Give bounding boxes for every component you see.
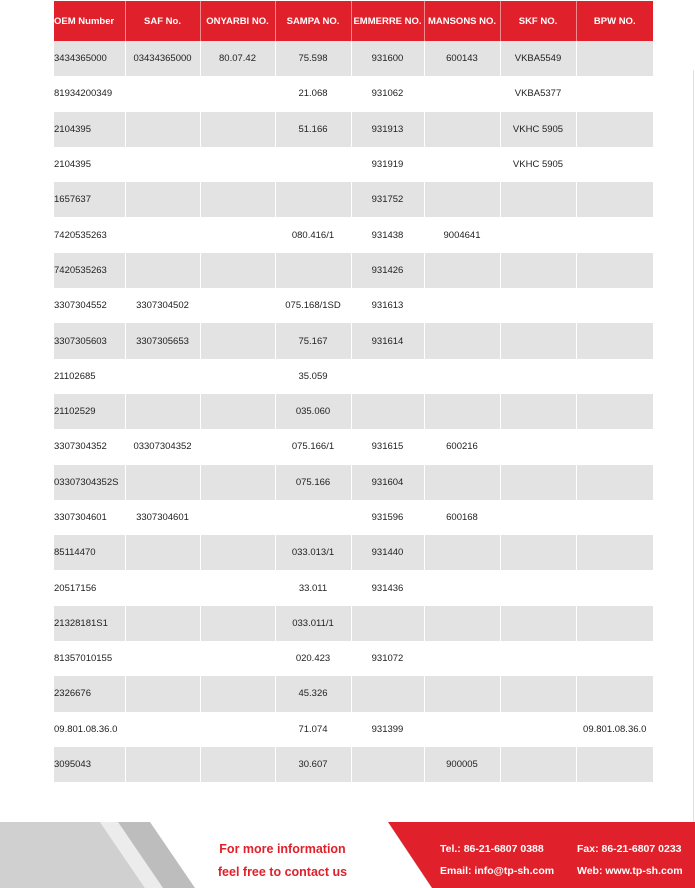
table-cell: 2326676	[54, 676, 125, 711]
table-cell	[424, 147, 500, 182]
table-cell	[576, 182, 653, 217]
table-row	[54, 76, 653, 111]
email-text: Email: info@tp-sh.com	[440, 865, 555, 877]
table-row	[54, 217, 653, 252]
table-row	[54, 359, 653, 394]
table-cell: 931913	[351, 112, 424, 147]
table-cell	[576, 747, 653, 782]
table-row	[54, 500, 653, 535]
table-cell	[200, 112, 275, 147]
column-header-bpw-no: BPW NO.	[576, 1, 653, 41]
table-row	[54, 253, 653, 288]
table-cell	[424, 394, 500, 429]
table-cell: 3095043	[54, 747, 125, 782]
table-row	[54, 288, 653, 323]
table-cell	[200, 712, 275, 747]
table-cell: 1657637	[54, 182, 125, 217]
table-cell	[125, 606, 200, 641]
table-cell	[125, 253, 200, 288]
table-cell	[200, 147, 275, 182]
table-row	[54, 747, 653, 782]
column-header-saf-no: SAF No.	[125, 1, 200, 41]
table-cell	[424, 465, 500, 500]
footer	[0, 822, 695, 888]
table-cell	[500, 465, 576, 500]
table-cell	[200, 747, 275, 782]
table-cell: 75.598	[275, 41, 351, 76]
table-cell: 075.166/1	[275, 429, 351, 464]
table-cell: 075.166	[275, 465, 351, 500]
table-cell: 931600	[351, 41, 424, 76]
table-cell	[576, 394, 653, 429]
table-cell	[125, 535, 200, 570]
table-cell: 931752	[351, 182, 424, 217]
table-cell	[125, 747, 200, 782]
fax-text: Fax: 86-21-6807 0233	[577, 843, 682, 855]
table-cell: 09.801.08.36.0	[576, 712, 653, 747]
table-cell	[125, 570, 200, 605]
table-cell	[500, 535, 576, 570]
table-cell	[500, 288, 576, 323]
column-header-oem-number: OEM Number	[54, 1, 125, 41]
table-cell	[125, 76, 200, 111]
table-cell: 30.607	[275, 747, 351, 782]
table-cell: 931604	[351, 465, 424, 500]
website-text: Web: www.tp-sh.com	[577, 865, 683, 877]
table-cell: 931440	[351, 535, 424, 570]
table-cell: 600216	[424, 429, 500, 464]
table-cell	[424, 288, 500, 323]
column-header-onyarbi-no: ONYARBI NO.	[200, 1, 275, 41]
table-row	[54, 41, 653, 76]
table-cell	[500, 253, 576, 288]
table-header	[54, 1, 653, 41]
footer-red-band	[388, 822, 695, 888]
table-cell	[200, 429, 275, 464]
table-cell	[424, 712, 500, 747]
table-cell: 931614	[351, 323, 424, 358]
table-cell	[424, 535, 500, 570]
table-body	[54, 41, 653, 782]
table-cell	[275, 500, 351, 535]
table-cell	[200, 676, 275, 711]
table-cell	[125, 182, 200, 217]
table-cell: 931399	[351, 712, 424, 747]
table-cell	[500, 394, 576, 429]
table-cell	[576, 147, 653, 182]
table-cell	[125, 359, 200, 394]
table-cell	[576, 112, 653, 147]
table-cell: 080.416/1	[275, 217, 351, 252]
table-cell: 020.423	[275, 641, 351, 676]
table-cell: 033.013/1	[275, 535, 351, 570]
table-row	[54, 606, 653, 641]
table-cell	[125, 217, 200, 252]
table-row	[54, 712, 653, 747]
table-cell: 21102529	[54, 394, 125, 429]
table-cell	[125, 465, 200, 500]
table-cell	[200, 535, 275, 570]
table-cell	[576, 500, 653, 535]
table-cell: 931072	[351, 641, 424, 676]
table-cell	[500, 429, 576, 464]
table-cell	[424, 182, 500, 217]
table-cell: 7420535263	[54, 217, 125, 252]
promo-line-2: feel free to contact us	[217, 865, 348, 879]
table-cell: 931615	[351, 429, 424, 464]
table-cell	[576, 76, 653, 111]
table-cell: 81357010155	[54, 641, 125, 676]
table-cell: VKBA5377	[500, 76, 576, 111]
telephone-text: Tel.: 86-21-6807 0388	[440, 843, 544, 855]
table-cell	[576, 535, 653, 570]
table-cell	[424, 606, 500, 641]
table-cell	[200, 500, 275, 535]
table-cell	[200, 217, 275, 252]
table-cell	[275, 253, 351, 288]
table-row	[54, 147, 653, 182]
table-cell	[125, 712, 200, 747]
table-cell: 3307305603	[54, 323, 125, 358]
table-row	[54, 394, 653, 429]
table-row	[54, 323, 653, 358]
table-cell	[200, 323, 275, 358]
table-cell	[500, 641, 576, 676]
table-cell: 3307304502	[125, 288, 200, 323]
table-cell	[500, 500, 576, 535]
table-cell: 931596	[351, 500, 424, 535]
table-cell: 2104395	[54, 147, 125, 182]
column-header-mansons-no: MANSONS NO.	[424, 1, 500, 41]
table-cell: 900005	[424, 747, 500, 782]
table-cell	[576, 253, 653, 288]
table-cell	[200, 288, 275, 323]
table-cell	[576, 570, 653, 605]
table-cell	[500, 676, 576, 711]
table-cell	[576, 641, 653, 676]
table-cell: 3307304352	[54, 429, 125, 464]
table-cell	[576, 288, 653, 323]
table-row	[54, 535, 653, 570]
table-cell	[351, 606, 424, 641]
table-cell	[576, 359, 653, 394]
column-header-emmerre-no: EMMERRE NO.	[351, 1, 424, 41]
table-cell	[275, 182, 351, 217]
table-cell	[200, 394, 275, 429]
table-cell: 51.166	[275, 112, 351, 147]
table-cell	[200, 606, 275, 641]
table-cell	[500, 747, 576, 782]
column-header-skf-no: SKF NO.	[500, 1, 576, 41]
table-cell: 20517156	[54, 570, 125, 605]
table-cell	[424, 570, 500, 605]
table-cell: 931438	[351, 217, 424, 252]
table-cell	[351, 676, 424, 711]
table-cell: 931426	[351, 253, 424, 288]
table-cell: 3307304601	[54, 500, 125, 535]
table-cell: 035.060	[275, 394, 351, 429]
table-cell: 931062	[351, 76, 424, 111]
table-cell: 3307304601	[125, 500, 200, 535]
table-cell: VKBA5549	[500, 41, 576, 76]
table-cell	[500, 570, 576, 605]
table-cell: 3434365000	[54, 41, 125, 76]
table-cell: 33.011	[275, 570, 351, 605]
table-cell: 09.801.08.36.0	[54, 712, 125, 747]
table-cell: 35.059	[275, 359, 351, 394]
table-row	[54, 570, 653, 605]
table-cell	[200, 465, 275, 500]
table-cell	[351, 394, 424, 429]
table-cell	[576, 465, 653, 500]
table-cell	[125, 147, 200, 182]
table-cell	[424, 676, 500, 711]
table-cell	[200, 359, 275, 394]
table-cell	[424, 253, 500, 288]
header-row	[54, 1, 653, 41]
table-cell	[125, 112, 200, 147]
promo-line-1: For more information	[219, 842, 346, 856]
table-cell: 21102685	[54, 359, 125, 394]
table-cell	[500, 182, 576, 217]
table-row	[54, 182, 653, 217]
table-cell	[576, 41, 653, 76]
table-cell	[500, 606, 576, 641]
table-cell: 80.07.42	[200, 41, 275, 76]
table-cell: 2104395	[54, 112, 125, 147]
table-row	[54, 429, 653, 464]
table-cell: 03307304352	[125, 429, 200, 464]
table-cell	[125, 641, 200, 676]
table-row	[54, 676, 653, 711]
table-cell	[200, 641, 275, 676]
table-cell: 71.074	[275, 712, 351, 747]
table-cell	[351, 359, 424, 394]
table-row	[54, 112, 653, 147]
table-cell: 3307304552	[54, 288, 125, 323]
table-cell: 033.011/1	[275, 606, 351, 641]
table-cell	[424, 641, 500, 676]
table-cell: 931436	[351, 570, 424, 605]
table-cell: 7420535263	[54, 253, 125, 288]
table-cell: 81934200349	[54, 76, 125, 111]
table-cell	[125, 394, 200, 429]
table-cell	[275, 147, 351, 182]
table-cell: VKHC 5905	[500, 112, 576, 147]
table-cell: 21.068	[275, 76, 351, 111]
column-header-sampa-no: SAMPA NO.	[275, 1, 351, 41]
table-cell	[424, 76, 500, 111]
table-cell	[200, 182, 275, 217]
table-cell	[576, 676, 653, 711]
table-cell	[500, 359, 576, 394]
contact-promo	[180, 838, 385, 884]
table-cell	[351, 747, 424, 782]
table-cell: 9004641	[424, 217, 500, 252]
table-cell: 21328181S1	[54, 606, 125, 641]
table-cell	[576, 606, 653, 641]
table-cell	[576, 323, 653, 358]
table-cell	[200, 253, 275, 288]
table-cell: 75.167	[275, 323, 351, 358]
page-edge-rule	[693, 70, 694, 830]
table-cell	[424, 323, 500, 358]
table-cell: 45.326	[275, 676, 351, 711]
table-cell: 03434365000	[125, 41, 200, 76]
table-cell	[500, 712, 576, 747]
table-cell	[200, 570, 275, 605]
table-cell	[500, 217, 576, 252]
table-cell: 85114470	[54, 535, 125, 570]
table-cell	[424, 359, 500, 394]
cross-reference-table	[54, 1, 653, 782]
table-cell: 600143	[424, 41, 500, 76]
table-cell	[125, 676, 200, 711]
table-cell	[576, 429, 653, 464]
table-cell: 3307305653	[125, 323, 200, 358]
table-row	[54, 465, 653, 500]
table-cell	[424, 112, 500, 147]
table-cell: 931919	[351, 147, 424, 182]
table-cell	[500, 323, 576, 358]
table-cell	[576, 217, 653, 252]
table-cell: VKHC 5905	[500, 147, 576, 182]
table-cell	[200, 76, 275, 111]
table-cell: 931613	[351, 288, 424, 323]
table-row	[54, 641, 653, 676]
table-cell: 600168	[424, 500, 500, 535]
table-cell: 075.168/1SD	[275, 288, 351, 323]
table-cell: 03307304352S	[54, 465, 125, 500]
